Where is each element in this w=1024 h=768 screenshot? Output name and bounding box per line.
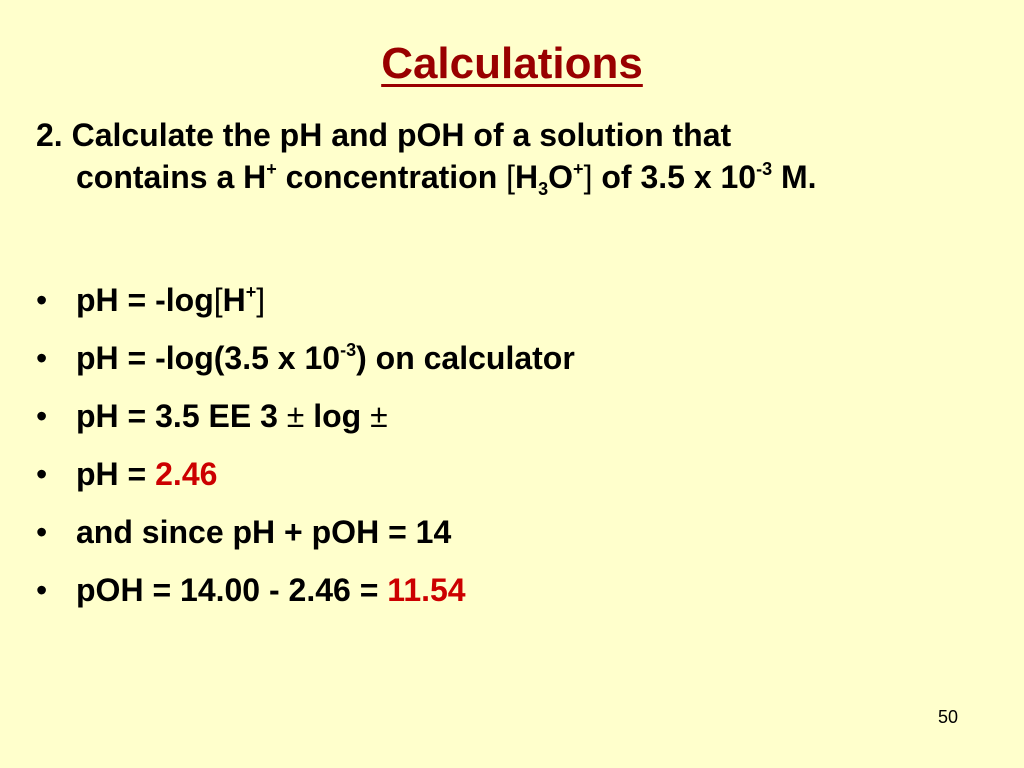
step-5-text: and since pH + pOH = 14 [76, 514, 452, 550]
step-4-text: pH = [76, 456, 156, 492]
step-3 [36, 392, 976, 450]
step-6 [36, 566, 976, 624]
step-2-text-b: ) on calculator [356, 340, 575, 376]
bracket-open: [ [506, 159, 516, 195]
hydronium-subscript: 3 [538, 179, 549, 199]
problem-line-2 [36, 156, 1016, 198]
problem-text-2b: concentration [276, 159, 507, 195]
step-1-h: H [222, 282, 246, 318]
slide-title [0, 36, 1024, 92]
page-number: 50 [938, 707, 959, 727]
plus-minus-symbol: ± [370, 398, 388, 434]
bullet-marker: • [36, 456, 48, 492]
problem-line-1 [36, 114, 1016, 156]
bullet-marker: • [36, 514, 48, 550]
bullet-marker: • [36, 340, 48, 376]
problem-text-2c: of 3.5 x 10 [592, 159, 757, 195]
step-1-bracket-close: ] [256, 282, 266, 318]
bullet-marker: • [36, 572, 48, 608]
hydronium-h: H [515, 159, 539, 195]
h-plus-superscript: + [266, 159, 277, 179]
problem-number: 2. [36, 117, 63, 153]
step-1-bracket-open: [ [213, 282, 223, 318]
step-2 [36, 334, 976, 392]
step-3-text-a: pH = 3.5 EE 3 [76, 398, 287, 434]
step-2-text-a: pH = -log(3.5 x 10 [76, 340, 341, 376]
step-5 [36, 508, 976, 566]
problem-statement [36, 114, 1016, 198]
problem-text-2a: contains a H [76, 159, 267, 195]
problem-text-2d: M. [772, 159, 817, 195]
exponent-superscript: -3 [756, 159, 773, 179]
step-4 [36, 450, 976, 508]
hydronium-superscript: + [573, 159, 584, 179]
poh-answer: 11.54 [387, 572, 466, 608]
hydronium-o: O [548, 159, 574, 195]
slide-title-text: Calculations [381, 39, 643, 88]
step-1 [36, 276, 976, 334]
step-1-superscript: + [245, 282, 257, 302]
bullet-marker: • [36, 398, 48, 434]
plus-minus-symbol: ± [286, 398, 305, 434]
step-3-text-b: log [304, 398, 371, 434]
bullet-marker: • [36, 282, 48, 318]
solution-steps [36, 276, 976, 624]
step-6-text: pOH = 14.00 - 2.46 = [76, 572, 388, 608]
step-2-superscript: -3 [340, 340, 357, 360]
step-1-text: pH = -log [76, 282, 214, 318]
ph-answer: 2.46 [155, 456, 218, 492]
problem-text-1: Calculate the pH and pOH of a solution that [71, 117, 732, 153]
bracket-close: ] [583, 159, 593, 195]
